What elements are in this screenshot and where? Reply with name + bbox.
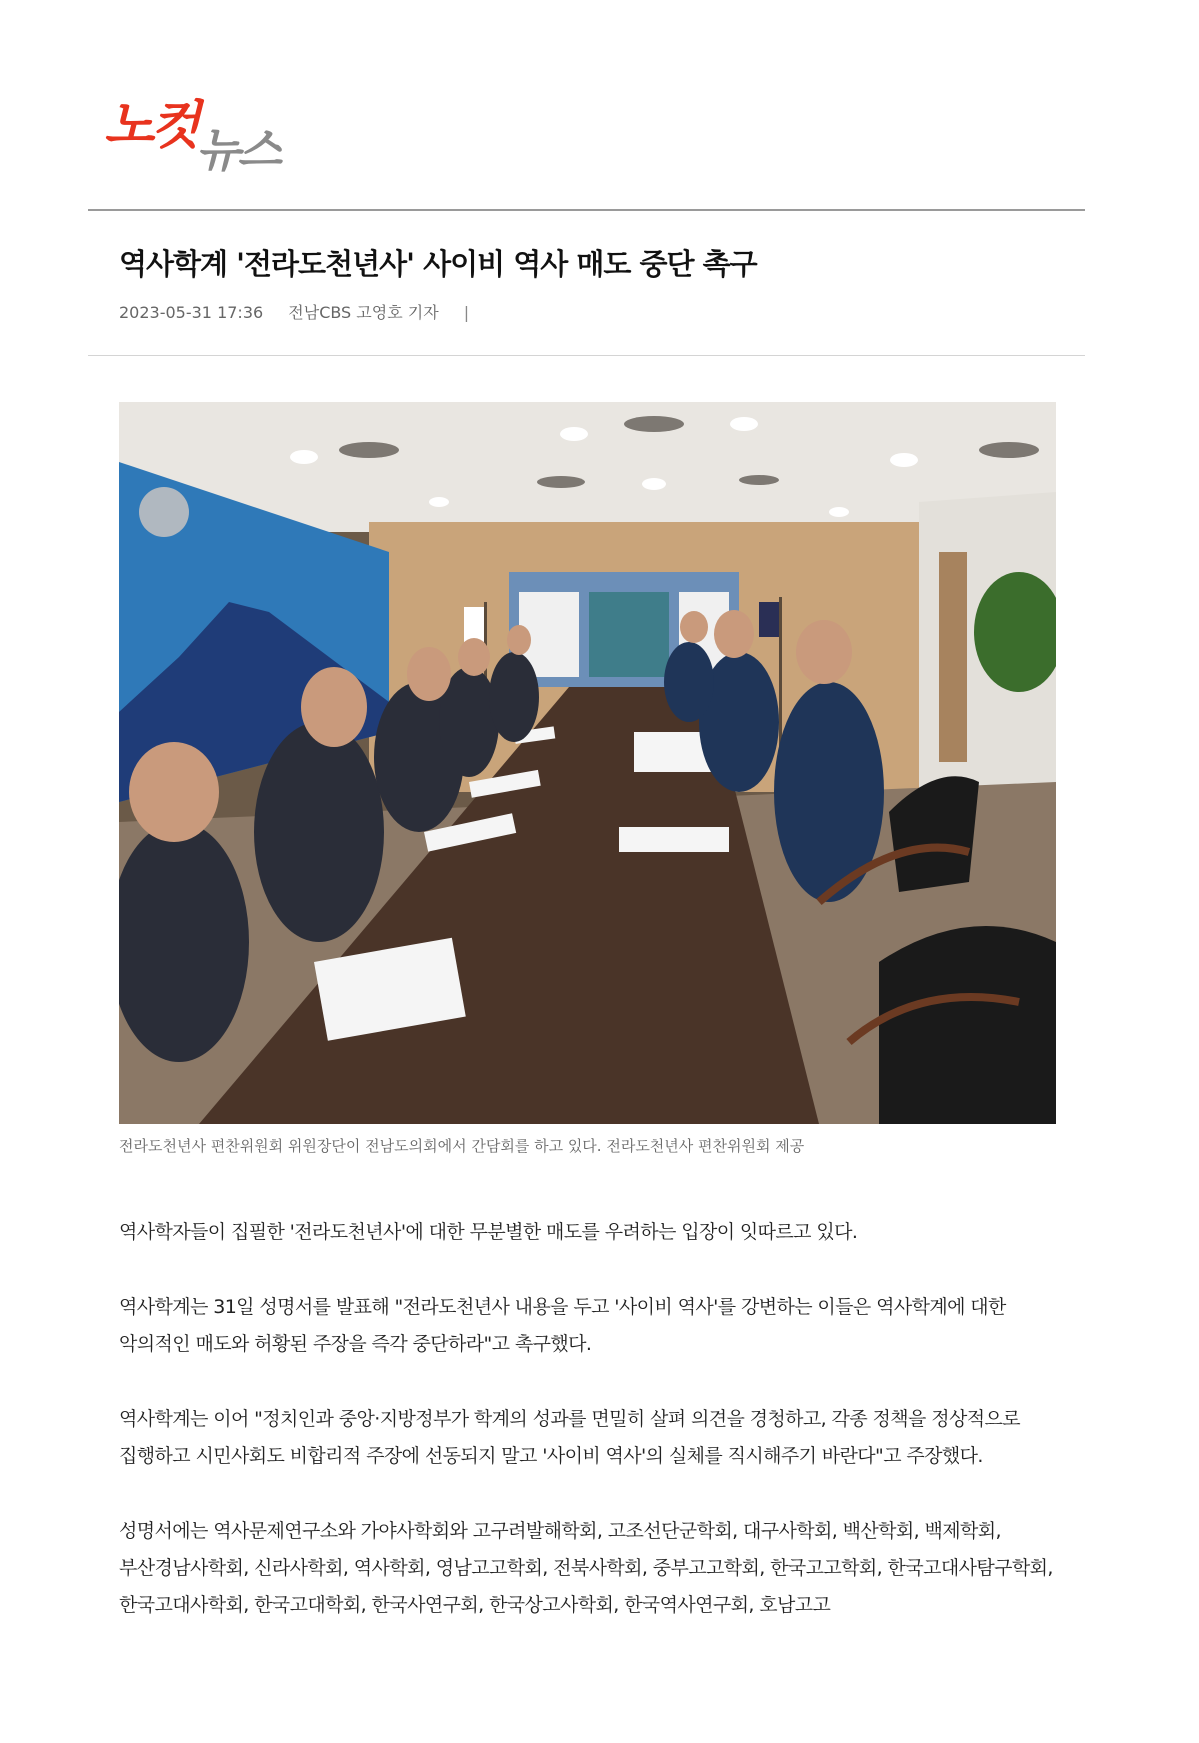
- photo-caption: 전라도천년사 편찬위원회 위원장단이 전남도의회에서 간담회를 하고 있다. 전라도천년사 편찬위원회 제공: [119, 1137, 805, 1155]
- meta-divider: [88, 355, 1085, 356]
- article-paragraph: 역사학자들이 집필한 '전라도천년사'에 대한 무분별한 매도를 우려하는 입장이 잇따르고 있다.: [119, 1221, 858, 1243]
- article-byline: 전남CBS 고영호 기자: [288, 303, 439, 322]
- article-paragraph: 성명서에는 역사문제연구소와 가야사학회와 고구려발해학회, 고조선단군학회, 대구사학회, 백산학회, 백제학회, 부산경남사학회, 신라사학회, 역사학회, 영남고고학회, 전북사학회, 중부고고학회, 한국고고학회, 한국고대사탐구학회, 한국고대사학회, 한국고대학회, 한국사연구회, 한국상고사학회, 한국역사연구회, 호남고고: [119, 1520, 1053, 1616]
- meeting-room-illustration: [119, 402, 1056, 1124]
- article-headline: 역사학계 '전라도천년사' 사이비 역사 매도 중단 촉구: [119, 247, 757, 281]
- article-meta: [119, 300, 489, 326]
- article-datetime: 2023-05-31 17:36: [119, 303, 264, 322]
- article-photo: [119, 402, 1056, 1124]
- article-paragraph: 역사학계는 이어 "정치인과 중앙·지방정부가 학계의 성과를 면밀히 살펴 의견을 경청하고, 각종 정책을 정상적으로 집행하고 시민사회도 비합리적 주장에 선동되지 말고 '사이비 역사'의 실체를 직시해주기 바란다"고 주장했다.: [119, 1408, 1020, 1467]
- header-divider: [88, 209, 1085, 211]
- logo-text-nocut: 노컷: [104, 96, 197, 156]
- article-paragraph: 역사학계는 31일 성명서를 발표해 "전라도천년사 내용을 두고 '사이비 역사'를 강변하는 이들은 역사학계에 대한 악의적인 매도와 허황된 주장을 즉각 중단하라"고 촉구했다.: [119, 1296, 1006, 1355]
- article-body: [119, 1214, 1059, 1662]
- site-logo[interactable]: [104, 96, 304, 176]
- meta-separator: |: [463, 303, 470, 322]
- logo-text-news: 뉴스: [196, 123, 279, 177]
